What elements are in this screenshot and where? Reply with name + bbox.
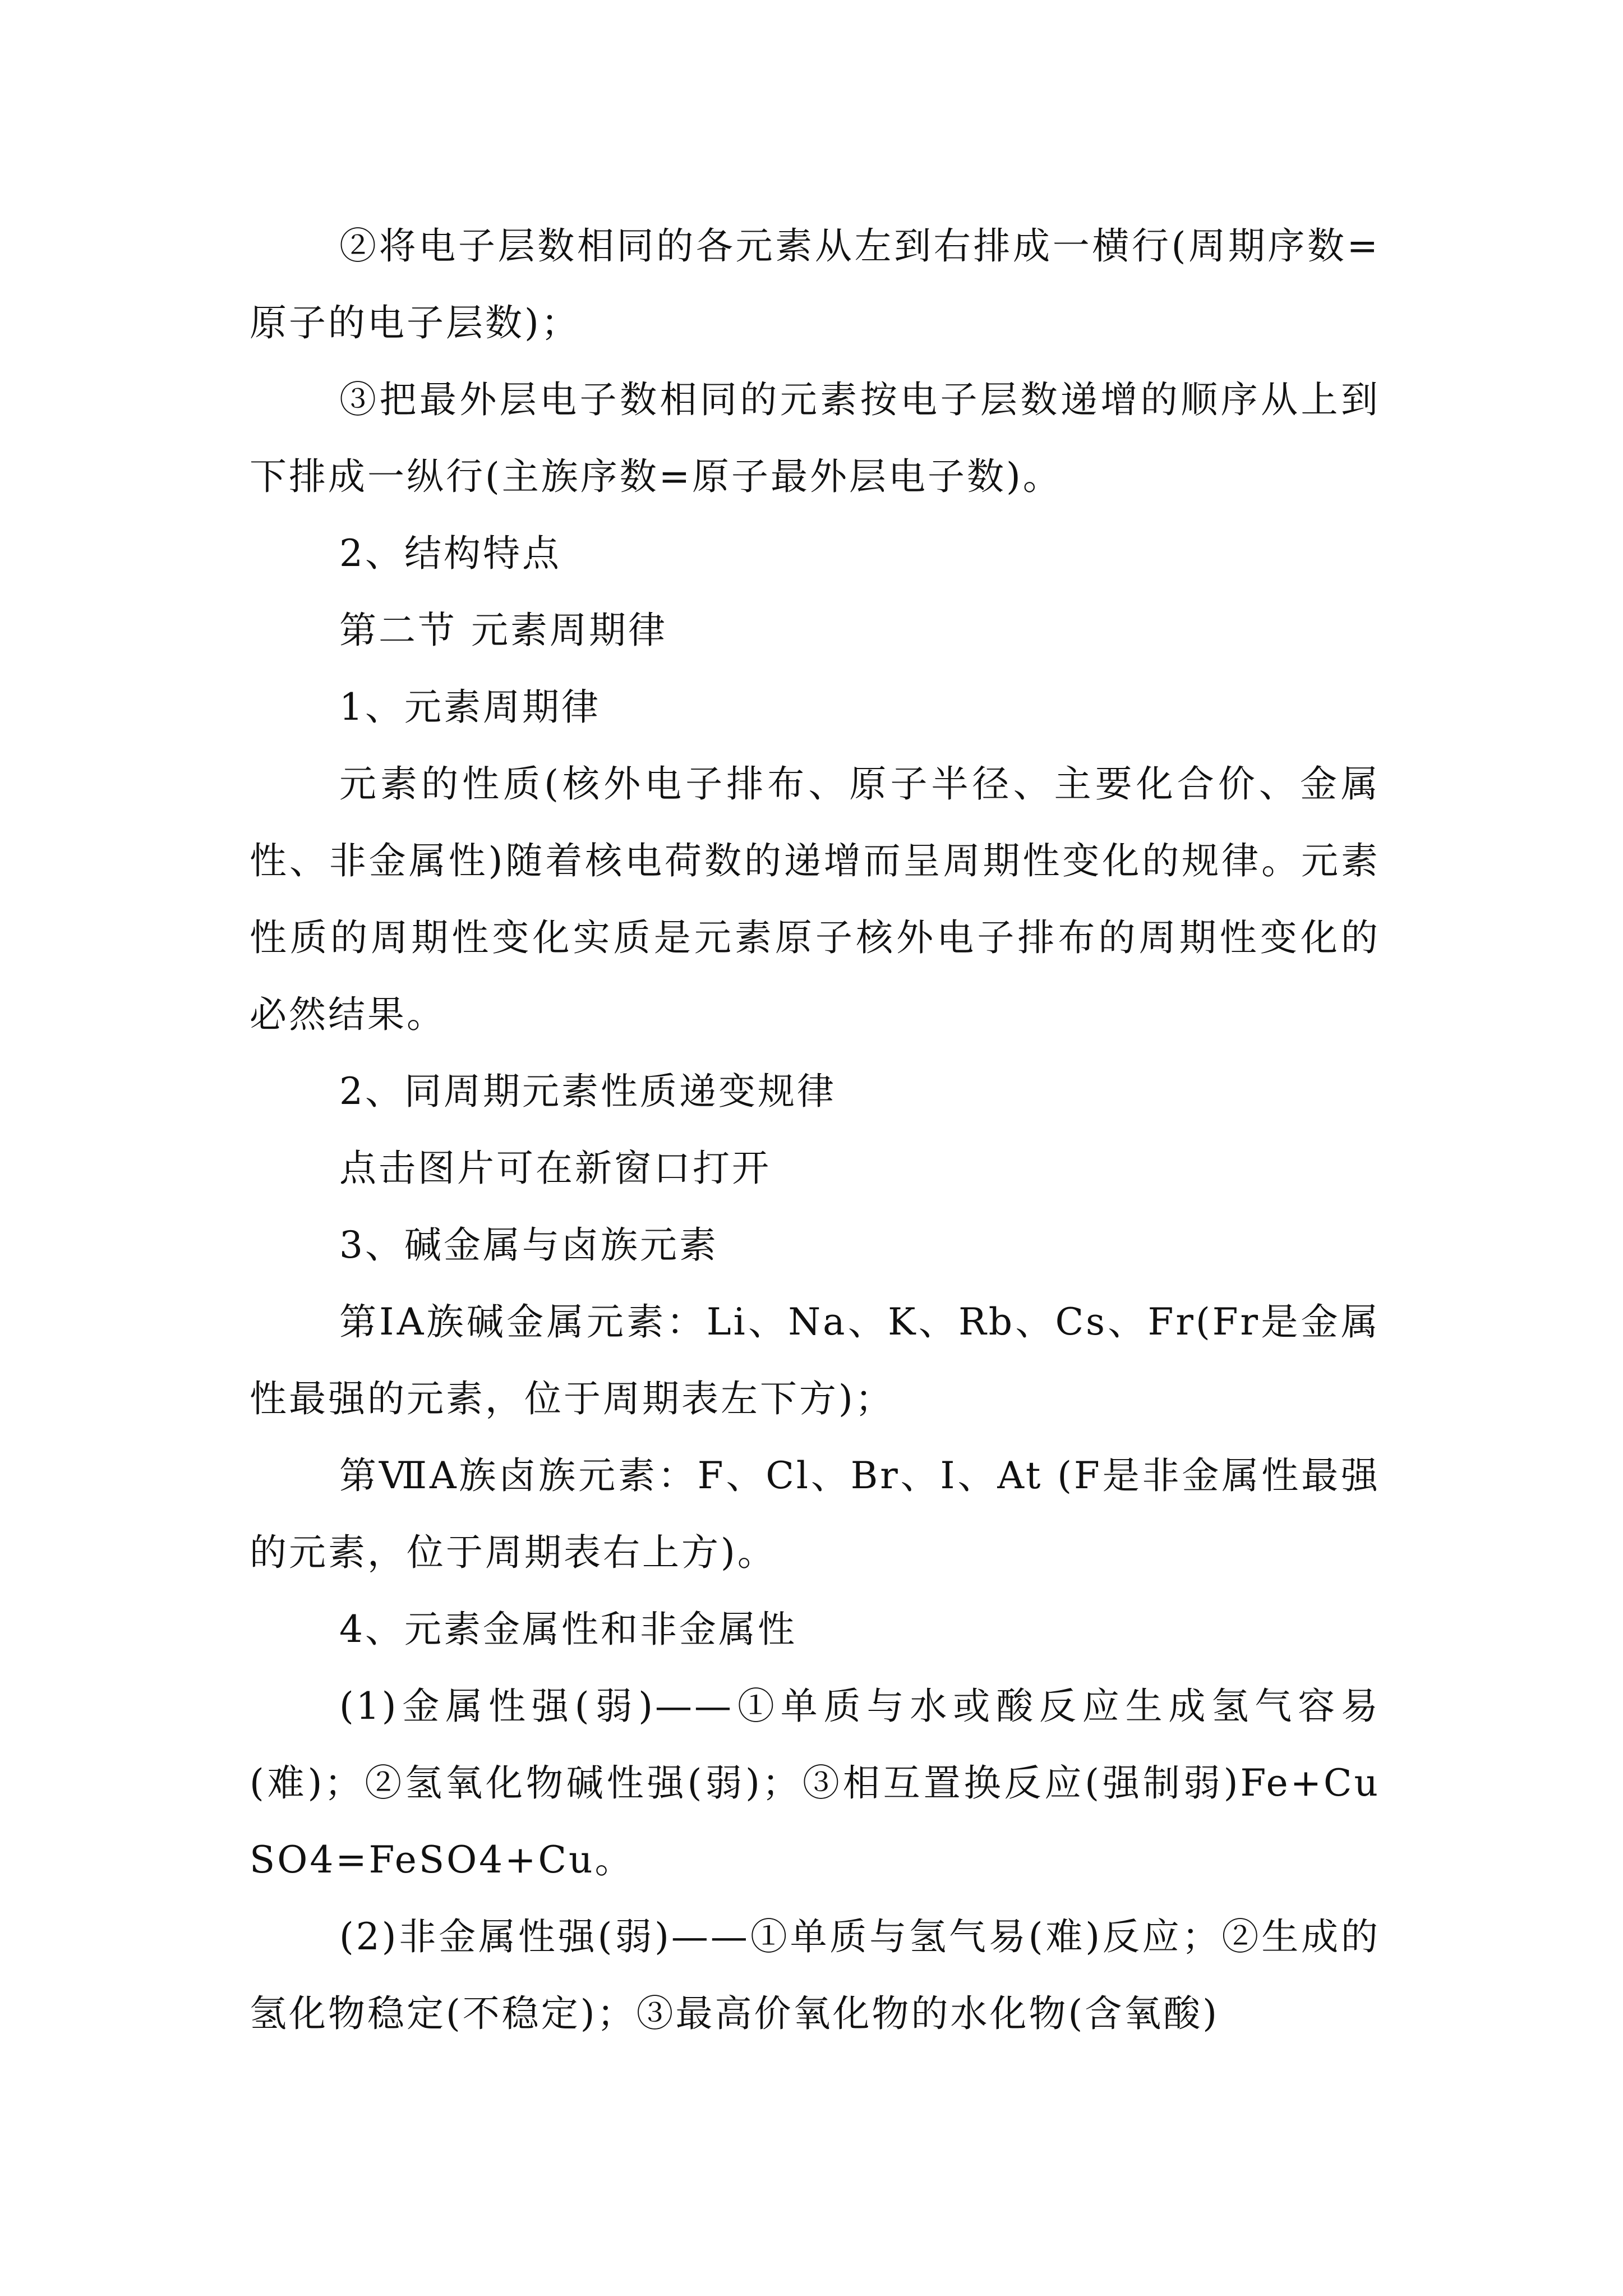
paragraph-metallic-strength: (1)金属性强(弱)——①单质与水或酸反应生成氢气容易(难)；②氢氧化物碱性强(弱)；③相互置换反应(强制弱)Fe+CuSO4=FeSO4+Cu。 — [250, 1685, 1380, 1881]
paragraph-electron-shell-rows: ②将电子层数相同的各元素从左到右排成一横行(周期序数=原子的电子层数)； — [250, 224, 1380, 344]
heading-same-period-trends: 2、同周期元素性质递变规律 — [339, 1070, 836, 1113]
document-body — [250, 208, 1380, 2052]
heading-alkali-halogen: 3、碱金属与卤族元素 — [339, 1223, 718, 1267]
paragraph-periodic-law-definition: 元素的性质(核外电子排布、原子半径、主要化合价、金属性、非金属性)随着核电荷数的递增而呈周期性变化的规律。元素性质的周期性变化实质是元素原子核外电子排布的周期性变化的必然结果。 — [250, 762, 1380, 1036]
heading-section-two: 第二节 元素周期律 — [339, 609, 667, 652]
heading-metallic-nonmetallic: 4、元素金属性和非金属性 — [339, 1608, 797, 1651]
heading-structure-features: 2、结构特点 — [339, 532, 561, 575]
paragraph-nonmetallic-strength: (2)非金属性强(弱)——①单质与氢气易(难)反应；②生成的氢化物稳定(不稳定)；③最高价氧化物的水化物(含氧酸) — [250, 1915, 1380, 2035]
paragraph-outer-electron-columns: ③把最外层电子数相同的元素按电子层数递增的顺序从上到下排成一纵行(主族序数=原子最外层电子数)。 — [250, 378, 1380, 498]
paragraph-alkali-metals: 第ⅠA族碱金属元素：Li、Na、K、Rb、Cs、Fr(Fr是金属性最强的元素，位于周期表左下方)； — [250, 1300, 1380, 1420]
paragraph-halogens: 第ⅦA族卤族元素：F、Cl、Br、I、At (F是非金属性最强的元素，位于周期表右上方)。 — [250, 1454, 1380, 1574]
image-open-link-text[interactable]: 点击图片可在新窗口打开 — [339, 1147, 771, 1190]
heading-periodic-law: 1、元素周期律 — [339, 685, 601, 729]
